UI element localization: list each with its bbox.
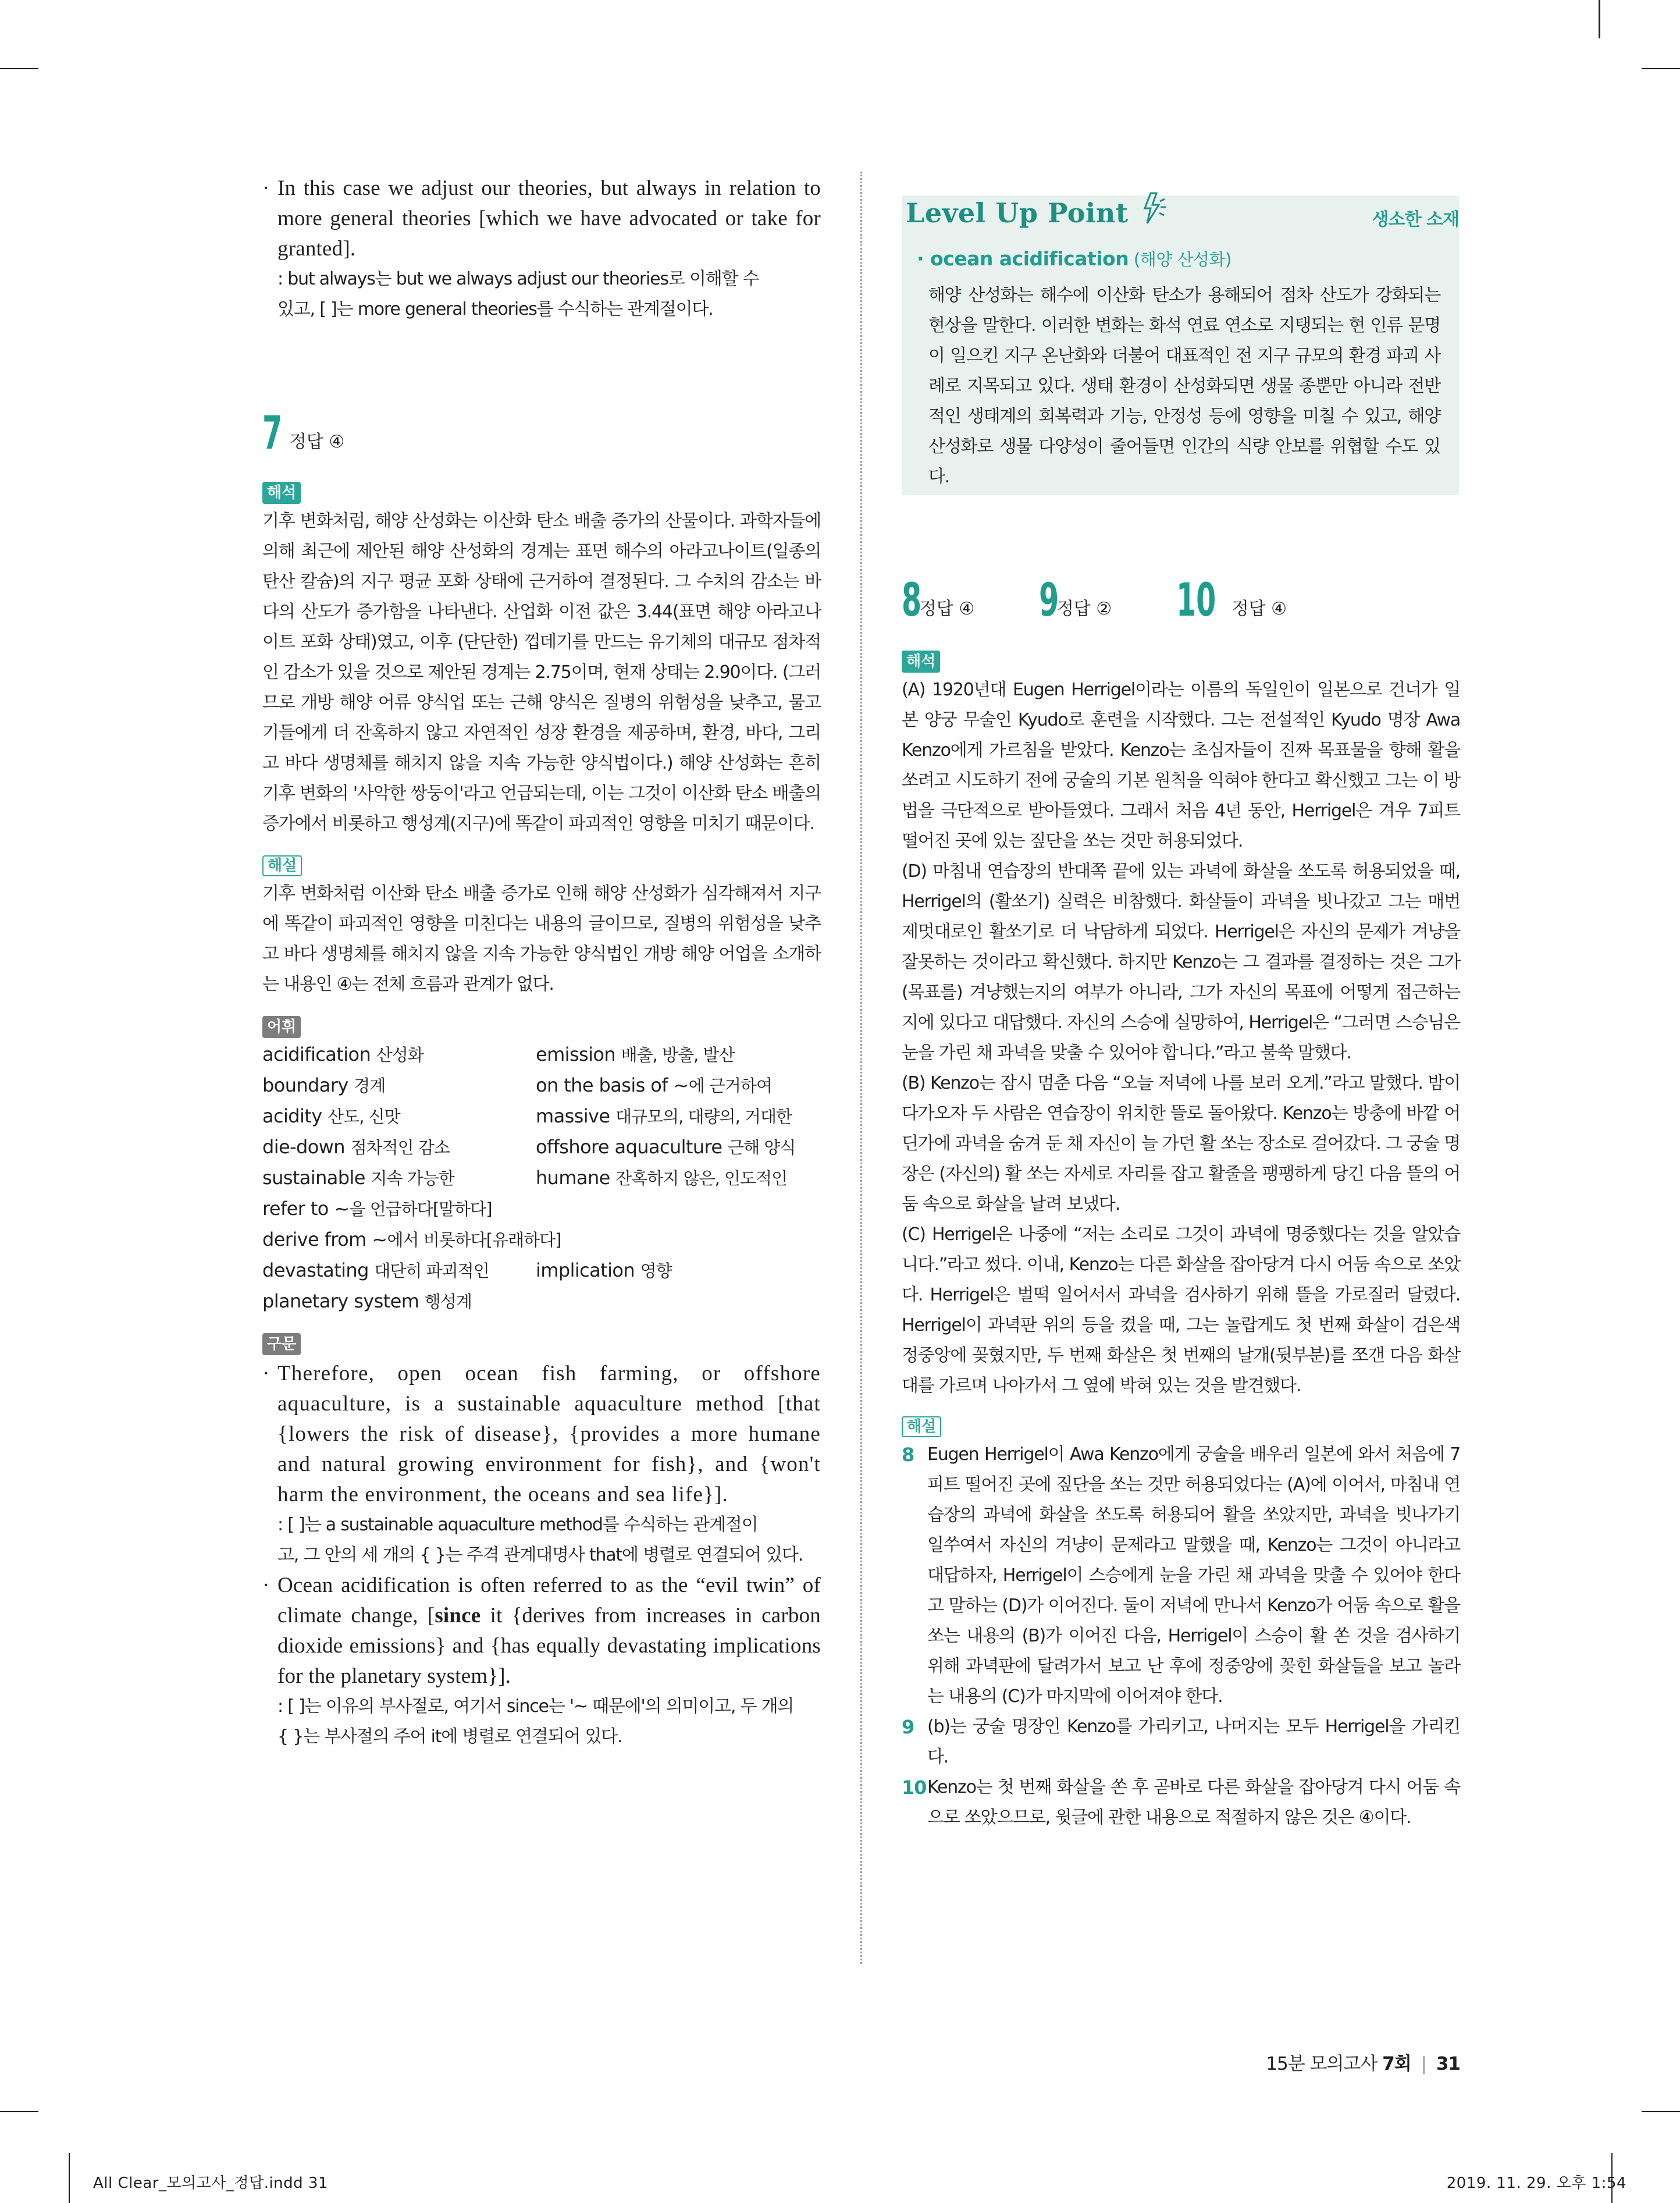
crop-mark	[1599, 0, 1600, 38]
item-number: 9	[902, 1716, 914, 1738]
page-footer	[1266, 2049, 1460, 2075]
question-number: 7	[262, 407, 283, 460]
question-header-7	[262, 407, 821, 460]
vocab-item: offshore aquaculture 근해 양식	[536, 1136, 796, 1158]
column-divider	[860, 172, 862, 1964]
answer-row	[902, 574, 1460, 627]
vocab-item: acidification 산성화	[262, 1043, 423, 1065]
explanation-item: 8 Eugen Herrigel이 Awa Kenzo에게 궁술을 배우러 일본에 와서 처음에 7피트 떨어진 곳에 짚단을 쏘는 것만 허용되었다는 (A)에 이어서, 마침내 연습장의 과녁에 화살을 쏘도록 허용되어 활을 쏘았지만, 과녁을 빗나가기 일쑤여서 자신의 겨냥이 문제라고 말했을 때, Kenzo는 그것이 아니라고 대답하자, Herrigel이 스승에게 눈을 가린 채 과녁을 맞출 수 있어야 한다고 말하는 (D)가 이어진다. 둘이 저녁에 만나서 Kenzo가 어둠 속으로 활을 쏘는 내용의 (B)가 이어진 다음, Herrigel이 스승이 활 쏜 것을 검사하기 위해 과녁판에 달려가서 보고 난 후에 정중앙에 꽂힌 화살들을 보고 놀라는 내용의 (C)가 마지막에 이어져야 한다.	[902, 1440, 1460, 1712]
syntax-section	[262, 1333, 821, 1752]
vocab-item: die-down 점차적인 감소	[262, 1136, 450, 1158]
crop-mark	[1642, 68, 1680, 69]
vocab-item: devastating 대단히 파괴적인	[262, 1259, 489, 1281]
crop-mark	[0, 2111, 38, 2112]
vocab-item: refer to ~을 언급하다[말하다]	[262, 1198, 492, 1220]
grammar-note: : [ ]는 이유의 부사절로, 여기서 since는 '~ 때문에'의 의미이고, 두 개의	[277, 1696, 794, 1717]
explanation-badge: 해설	[262, 855, 302, 876]
translation-text: 기후 변화처럼, 해양 산성화는 이산화 탄소 배출 증가의 산물이다. 과학자들에 의해 최근에 제안된 해양 산성화의 경계는 표면 해수의 아라고나이트(일종의 탄산 칼슘)의 지구 평균 포화 상태에 근거하여 결정된다. 그 수치의 감소는 바다의 산도가 증가함을 나타낸다. 산업화 이전 값은 3.44(표면 해양 아라고나이트 포화 상태)였고, 이후 (단단한) 껍데기를 만드는 유기체의 대규모 점차적인 감소가 있을 것으로 제안된 경계는 2.75이며, 현재 상태는 2.90이다. (그러므로 개방 해양 어류 양식업 또는 근해 양식은 질병의 위험성을 낮추고, 물고기들에게 더 잔혹하지 않고 자연적인 성장 환경을 제공하며, 환경, 바다, 그리고 바다 생명체를 해치지 않을 지속 가능한 양식법이다.) 해양 산성화는 흔히 기후 변화의 '사악한 쌍둥이'라고 언급되는데, 이는 그것이 이산화 탄소 배출의 증가에서 비롯하고 행성계(지구)에 똑같이 파괴적인 영향을 미치기 때문이다.	[262, 511, 821, 834]
lightning-icon	[1139, 191, 1167, 226]
question-number: 10	[1176, 574, 1216, 627]
question-header-8	[902, 574, 1039, 627]
translation-section	[262, 482, 821, 839]
item-number: 10	[902, 1776, 927, 1799]
syntax-badge: 구문	[262, 1333, 301, 1355]
explanation-section	[262, 855, 821, 1000]
bullet-dot: ·	[262, 1362, 270, 1385]
vocab-item: implication 영향	[536, 1259, 672, 1281]
crop-mark	[69, 2153, 70, 2203]
explanation-text: 기후 변화처럼 이산화 탄소 배출 증가로 인해 해양 산성화가 심각해져서 지구에 똑같이 파괴적인 영향을 미친다는 내용의 글이므로, 질병의 위험성을 낮추고 바다 생명체를 해치지 않을 지속 가능한 양식법인 개방 해양 어업을 소개하는 내용인 ④는 전체 흐름과 관계가 없다.	[262, 883, 821, 994]
vocab-list	[262, 1039, 821, 1317]
vocab-item: emission 배출, 방출, 발산	[536, 1043, 735, 1065]
level-up-heading: · ocean acidification (해양 산성화)	[917, 247, 1231, 270]
slug-date: 2019. 11. 29. 오후 1:54	[1446, 2174, 1626, 2192]
answer-text: 정답 ④	[919, 599, 975, 619]
grammar-note: 고, 그 안의 세 개의 { }는 주격 관계대명사 that에 병렬로 연결되어 있다.	[277, 1545, 803, 1565]
question-number: 9	[1039, 574, 1059, 627]
vocab-item: derive from ~에서 비롯하다[유래하다]	[262, 1228, 561, 1250]
slug-file: All Clear_모의고사_정답.indd 31	[93, 2174, 329, 2192]
question-header-10	[1176, 574, 1287, 627]
english-sentence: In this case we adjust our theories, but always in relation to more general theories [which we have advocated or take for granted].	[277, 176, 821, 261]
level-up-text: 해양 산성화는 해수에 이산화 탄소가 용해되어 점차 산도가 강화되는 현상을 말한다. 이러한 변화는 화석 연료 연소로 지탱되는 현 인류 문명이 일으킨 지구 온난화와 더불어 대표적인 전 지구 규모의 환경 파괴 사례로 지목되고 있다. 생태 환경이 산성화되면 생물 종뿐만 아니라 전반적인 생태계의 회복력과 기능, 안정성 등에 영향을 미칠 수 있고, 해양 산성화로 생물 다양성이 줄어들면 인간의 식량 안보를 위협할 수도 있다.	[928, 285, 1440, 487]
answer-text: 정답 ②	[1056, 599, 1112, 619]
translation-paragraph: (A) 1920년대 Eugen Herrigel이라는 이름의 독일인이 일본으로 건너가 일본 양궁 무술인 Kyudo로 훈련을 시작했다. 그는 전설적인 Kyudo 명장 Awa Kenzo에게 가르침을 받았다. Kenzo는 초심자들이 진짜 목표물을 향해 활을 쏘려고 시도하기 전에 궁술의 기본 원칙을 익혀야 한다고 확신했고 그는 이 방법을 극단적으로 받아들였다. 그래서 처음 4년 동안, Herrigel은 겨우 7피트 떨어진 곳에 있는 짚단을 쏘는 것만 허용되었다.	[902, 680, 1460, 851]
crop-mark	[0, 68, 38, 69]
page-number: 31	[1436, 2053, 1460, 2074]
explanation-item: 10 Kenzo는 첫 번째 화살을 쏜 후 곧바로 다른 화살을 잡아당겨 다시 어둠 속으로 쏘았으므로, 윗글에 관한 내용으로 적절하지 않은 것은 ④이다.	[902, 1772, 1460, 1833]
vocab-item: acidity 산도, 신맛	[262, 1105, 400, 1127]
vocab-item: humane 잔혹하지 않은, 인도적인	[536, 1167, 788, 1189]
left-column	[262, 173, 821, 1752]
round-number: 7회	[1382, 2053, 1411, 2074]
right-column	[902, 651, 1460, 1833]
bullet-dot: ·	[262, 176, 270, 200]
vocab-item: sustainable 지속 가능한	[262, 1167, 454, 1189]
translation-paragraph: (B) Kenzo는 잠시 멈춘 다음 “오늘 저녁에 나를 보러 오게.”라고 말했다. 밤이 다가오자 두 사람은 연습장이 위치한 뜰로 돌아왔다. Kenzo는 방충에 바깥 어딘가에 과녁을 숨겨 둔 채 자신이 늘 가던 활 쏘는 장소로 걸어갔다. 그 궁술 명장은 (자신의) 활 쏘는 자세로 자리를 잡고 활줄을 팽팽하게 당긴 다음 뜰의 어둠 속으로 화살을 날려 보냈다.	[902, 1073, 1460, 1214]
footer-separator: |	[1421, 2053, 1426, 2074]
translation-paragraph: (C) Herrigel은 나중에 “저는 소리로 그것이 과녁에 명중했다는 것을 알았습니다.”라고 썼다. 이내, Kenzo는 다른 화살을 잡아당겨 다시 어둠 속으로 쏘았다. Herrigel은 벌떡 일어서서 과녁을 검사하기 위해 뜰을 가로질러 달렸다. Herrigel이 과녁판 위의 등을 켰을 때, 그는 놀랍게도 첫 번째 화살이 검은색 정중앙에 꽂혔지만, 두 번째 화살은 첫 번째의 날개(뒷부분)를 쪼갠 다음 화살대를 가르며 나아가서 그 옆에 박혀 있는 것을 발견했다.	[902, 1224, 1460, 1396]
answer-text: 정답 ④	[1231, 599, 1287, 619]
grammar-note: 있고, [ ]는 more general theories를 수식하는 관계절이다.	[277, 299, 713, 319]
syntax-bullet	[262, 173, 821, 325]
topic-tag: 생소한 소재	[1372, 209, 1459, 230]
vocab-item: planetary system 행성계	[262, 1290, 472, 1312]
syntax-bullet	[262, 1570, 821, 1752]
crop-mark	[1642, 2111, 1680, 2112]
explanation-section	[902, 1416, 1460, 1833]
vocab-item: on the basis of ~에 근거하여	[536, 1074, 772, 1096]
english-sentence: Therefore, open ocean fish farming, or offshore aquaculture, is a sustainable aquaculture method [that {lowers the risk of disease}, {provides a more humane and natural growing environment for fish}, and {won't harm the environment, the oceans and sea life}].	[277, 1362, 821, 1506]
question-header-9	[1039, 574, 1176, 627]
syntax-bullet	[262, 1359, 821, 1570]
english-sentence: Ocean acidification is often referred to as the “evil twin” of climate change, [since it {derives from increases in carbon dioxide emissions} and {has equally devastating implications for the planetary system}].	[277, 1573, 821, 1688]
translation-badge: 해석	[262, 482, 301, 504]
translation-paragraph: (D) 마침내 연습장의 반대쪽 끝에 있는 과녁에 화살을 쏘도록 허용되었을 때, Herrigel의 (활쏘기) 실력은 비참했다. 화살들이 과녁을 빗나갔고 그는 매번 제멋대로인 활쏘기로 더 낙담하게 되었다. Herrigel은 자신의 문제가 겨냥을 잘못하는 것이라고 확신했다. 하지만 Kenzo는 그 결과를 결정하는 것은 그가 (목표를) 겨냥했는지의 여부가 아니라, 그가 자신의 목표에 어떻게 접근하는 지에 있다고 대답했다. 자신의 스승에 실망하여, Herrigel은 “그러면 스승님은 눈을 가린 채 과녁을 맞출 수 있어야 합니다.”라고 불쑥 말했다.	[902, 861, 1460, 1063]
translation-badge: 해석	[902, 651, 940, 673]
vocab-item: boundary 경계	[262, 1074, 386, 1096]
vocab-badge: 어휘	[262, 1016, 301, 1038]
answer-text: 정답 ④	[289, 432, 345, 452]
question-number: 8	[902, 574, 922, 627]
grammar-note: { }는 부사절의 주어 it에 병렬로 연결되어 있다.	[277, 1726, 622, 1747]
item-number: 8	[902, 1444, 914, 1466]
level-up-title: Level Up Point	[906, 191, 1167, 229]
bullet-dot: ·	[262, 1573, 270, 1597]
explanation-item: 9 (b)는 궁술 명장인 Kenzo를 가리키고, 나머지는 모두 Herrigel을 가리킨다.	[902, 1712, 1460, 1772]
vocab-section	[262, 1016, 821, 1317]
vocab-item: massive 대규모의, 대량의, 거대한	[536, 1105, 792, 1127]
grammar-note: : but always는 but we always adjust our theories로 이해할 수	[277, 269, 759, 289]
explanation-badge: 해설	[902, 1416, 941, 1437]
grammar-note: : [ ]는 a sustainable aquaculture method를 수식하는 관계절이	[277, 1515, 758, 1535]
series-title: 15분 모의고사	[1266, 2053, 1378, 2074]
